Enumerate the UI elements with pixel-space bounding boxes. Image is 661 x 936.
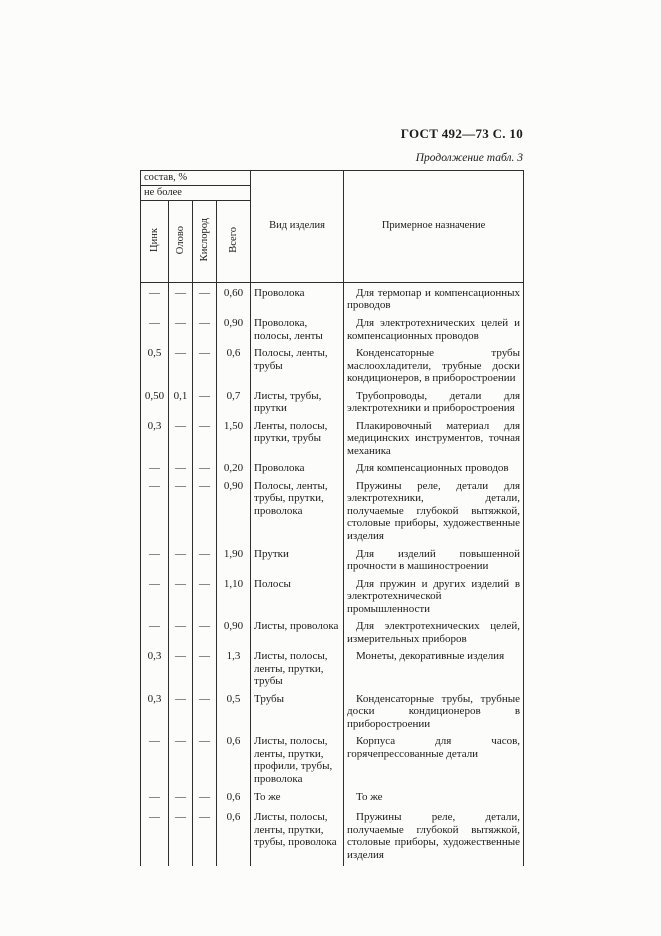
cell-tin: — [169, 578, 193, 621]
table-row [141, 791, 524, 812]
cell-tin: — [169, 620, 193, 650]
cell-total: 1,10 [217, 578, 251, 621]
cell-total: 0,90 [217, 317, 251, 347]
cell-oxygen: — [193, 791, 217, 812]
cell-product: Трубы [251, 693, 344, 736]
cell-zinc: — [141, 735, 169, 790]
cell-oxygen: — [193, 548, 217, 578]
doc-standard-header: ГОСТ 492—73 С. 10 [400, 126, 523, 141]
cell-purpose: Пружины реле, детали для электротехники, детали, получаемые глубокой вытяжкой, столовые приборы, художественные изделия [344, 480, 524, 548]
cell-product: Листы, трубы, прутки [251, 390, 344, 420]
cell-oxygen: — [193, 811, 217, 866]
cell-zinc: 0,50 [141, 390, 169, 420]
cell-product: Ленты, полосы, прутки, трубы [251, 420, 344, 463]
table-row [141, 390, 524, 420]
cell-oxygen: — [193, 420, 217, 463]
cell-total: 0,6 [217, 347, 251, 390]
cell-purpose: Конденсаторные трубы, трубные доски кондиционеров в приборостроении [344, 693, 524, 736]
cell-total: 0,90 [217, 480, 251, 548]
cell-zinc: — [141, 462, 169, 480]
table-head [141, 171, 524, 283]
cell-purpose: Пружины реле, детали, получаемые глубокой вытяжкой, столовые приборы, художественные изделия [344, 811, 524, 866]
cell-product: То же [251, 791, 344, 812]
cell-tin: — [169, 791, 193, 812]
cell-tin: — [169, 811, 193, 866]
cell-tin: — [169, 693, 193, 736]
cell-oxygen: — [193, 480, 217, 548]
header-purpose: Примерное назначение [344, 171, 524, 283]
cell-total: 0,5 [217, 693, 251, 736]
cell-tin: — [169, 480, 193, 548]
header-tin-label: Олово [174, 225, 186, 254]
cell-zinc: — [141, 282, 169, 317]
cell-product: Листы, проволока [251, 620, 344, 650]
cell-zinc: 0,3 [141, 420, 169, 463]
table-continuation-note: Продолжение табл. 3 [415, 152, 523, 164]
cell-tin: — [169, 282, 193, 317]
cell-zinc: 0,5 [141, 347, 169, 390]
cell-total: 0,6 [217, 811, 251, 866]
cell-total: 1,90 [217, 548, 251, 578]
cell-purpose: Для пружин и других изделий в электротехнической промышленности [344, 578, 524, 621]
cell-tin: — [169, 548, 193, 578]
table-row [141, 462, 524, 480]
cell-zinc: 0,3 [141, 693, 169, 736]
cell-purpose: Монеты, декоративные изделия [344, 650, 524, 693]
header-no-more-than: не более [141, 185, 251, 200]
cell-oxygen: — [193, 620, 217, 650]
cell-oxygen: — [193, 317, 217, 347]
cell-purpose: Для электротехнических целей, измерительных приборов [344, 620, 524, 650]
table-row [141, 548, 524, 578]
cell-tin: — [169, 317, 193, 347]
table-body [141, 282, 524, 866]
header-zinc-label: Цинк [148, 227, 160, 252]
table-row [141, 480, 524, 548]
cell-purpose: Корпуса для часов, горячепрессованные детали [344, 735, 524, 790]
cell-tin: — [169, 347, 193, 390]
cell-oxygen: — [193, 578, 217, 621]
table-row [141, 811, 524, 866]
cell-tin: — [169, 650, 193, 693]
table-row [141, 578, 524, 621]
header-composition: состав, % [141, 171, 251, 186]
cell-total: 0,7 [217, 390, 251, 420]
cell-total: 0,6 [217, 791, 251, 812]
cell-total: 0,6 [217, 735, 251, 790]
cell-tin: 0,1 [169, 390, 193, 420]
table-row [141, 620, 524, 650]
cell-product: Листы, полосы, ленты, прутки, трубы [251, 650, 344, 693]
cell-product: Проволока [251, 462, 344, 480]
cell-zinc: — [141, 620, 169, 650]
cell-purpose: Для изделий повышенной прочности в машиностроении [344, 548, 524, 578]
cell-product: Проволока, полосы, ленты [251, 317, 344, 347]
header-oxygen [193, 200, 217, 282]
composition-table [140, 170, 524, 866]
cell-total: 1,3 [217, 650, 251, 693]
cell-tin: — [169, 462, 193, 480]
cell-product: Проволока [251, 282, 344, 317]
header-zinc [141, 200, 169, 282]
cell-oxygen: — [193, 462, 217, 480]
cell-product: Прутки [251, 548, 344, 578]
header-total-label: Всего [227, 226, 239, 253]
cell-zinc: — [141, 317, 169, 347]
table-row [141, 317, 524, 347]
table-row [141, 347, 524, 390]
cell-zinc: 0,3 [141, 650, 169, 693]
cell-product: Листы, полосы, ленты, прутки, профили, трубы, проволока [251, 735, 344, 790]
cell-purpose: Конденсаторные трубы маслоохладители, трубные доски кондиционеров, в приборостроении [344, 347, 524, 390]
cell-purpose: Для компенсационных проводов [344, 462, 524, 480]
cell-purpose: Для электротехнических целей и компенсационных проводов [344, 317, 524, 347]
cell-product: Полосы, ленты, трубы, прутки, проволока [251, 480, 344, 548]
cell-zinc: — [141, 480, 169, 548]
cell-zinc: — [141, 578, 169, 621]
cell-total: 0,90 [217, 620, 251, 650]
cell-purpose: Для термопар и компенсационных проводов [344, 282, 524, 317]
cell-total: 1,50 [217, 420, 251, 463]
table-row [141, 693, 524, 736]
cell-oxygen: — [193, 693, 217, 736]
cell-zinc: — [141, 791, 169, 812]
cell-zinc: — [141, 811, 169, 866]
cell-product: Полосы [251, 578, 344, 621]
cell-product: Полосы, ленты, трубы [251, 347, 344, 390]
table-row [141, 650, 524, 693]
cell-total: 0,60 [217, 282, 251, 317]
cell-oxygen: — [193, 390, 217, 420]
cell-oxygen: — [193, 282, 217, 317]
cell-zinc: — [141, 548, 169, 578]
table-row [141, 735, 524, 790]
cell-tin: — [169, 420, 193, 463]
cell-oxygen: — [193, 650, 217, 693]
header-total [217, 200, 251, 282]
header-oxygen-label: Кислород [198, 218, 210, 262]
cell-purpose: То же [344, 791, 524, 812]
table-row [141, 282, 524, 317]
cell-purpose: Плакировочный материал для медицинских инструментов, точная механика [344, 420, 524, 463]
header-product-type: Вид изделия [251, 171, 344, 283]
cell-product: Листы, полосы, ленты, прутки, трубы, проволока [251, 811, 344, 866]
header-tin [169, 200, 193, 282]
table-row [141, 420, 524, 463]
cell-tin: — [169, 735, 193, 790]
cell-oxygen: — [193, 347, 217, 390]
cell-oxygen: — [193, 735, 217, 790]
cell-total: 0,20 [217, 462, 251, 480]
cell-purpose: Трубопроводы, детали для электротехники и приборостроения [344, 390, 524, 420]
